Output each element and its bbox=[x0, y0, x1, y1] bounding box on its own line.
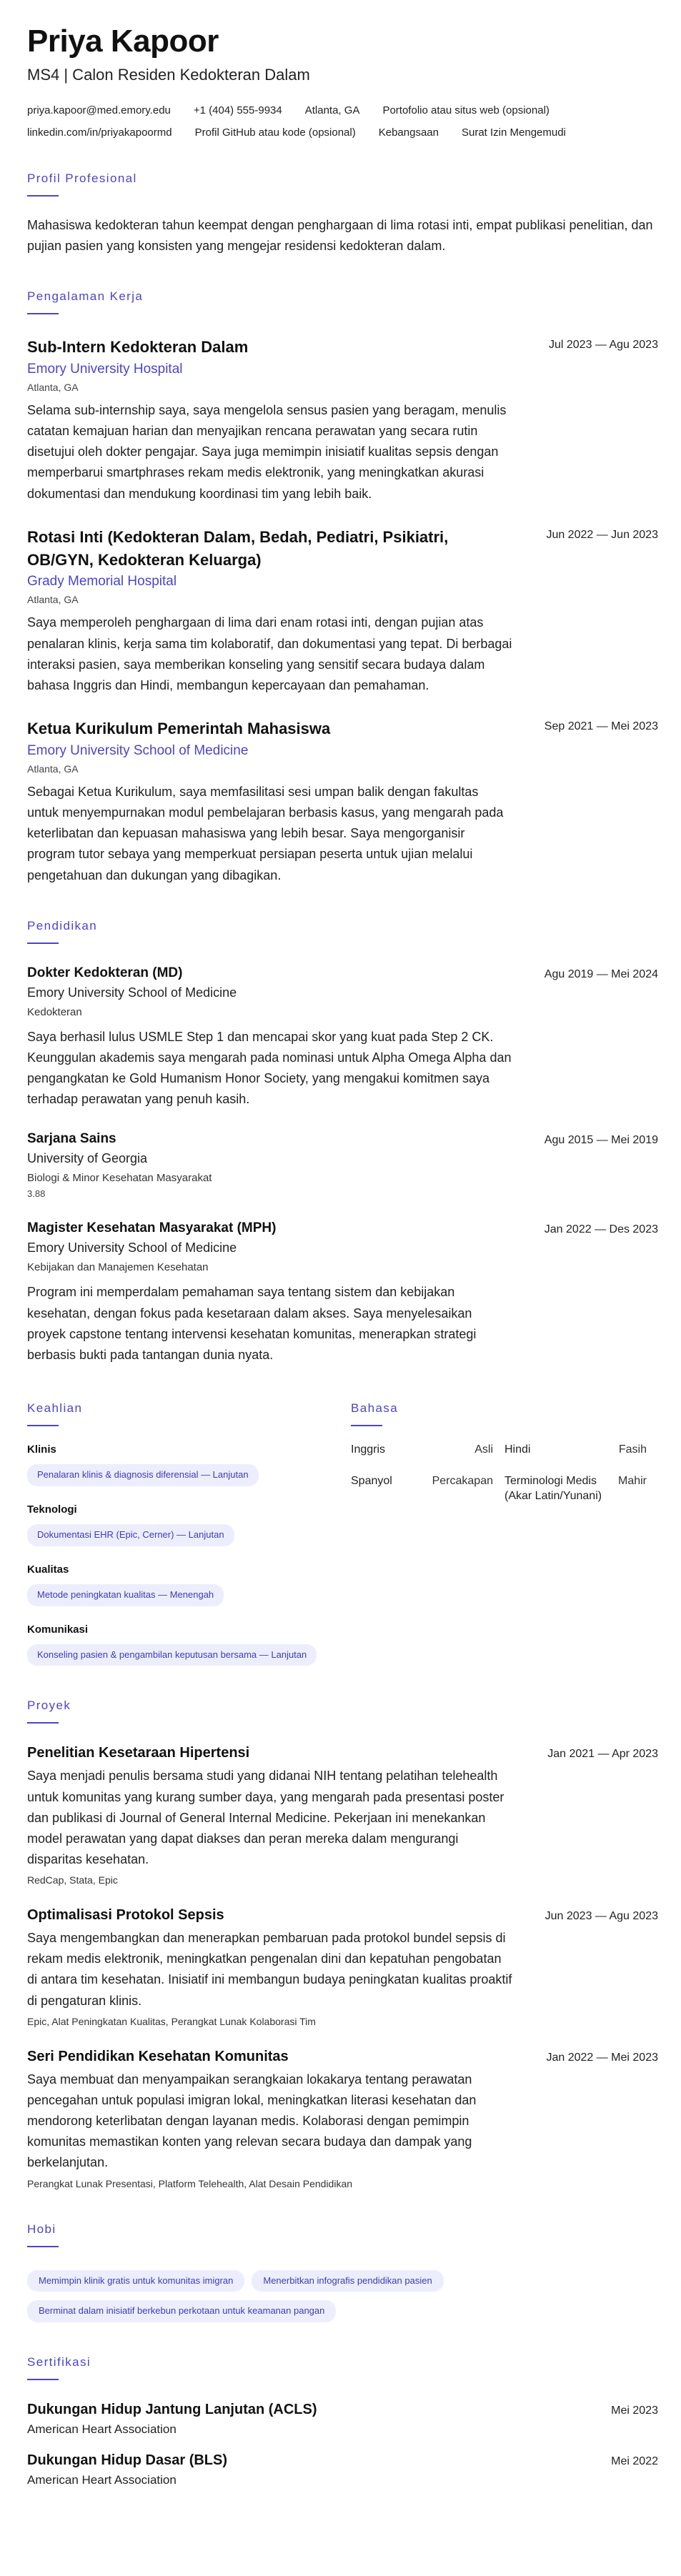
skill-chip: Metode peningkatan kualitas — Menengah bbox=[27, 1584, 224, 1606]
skill-category: Klinis bbox=[27, 1443, 56, 1456]
section-divider bbox=[27, 195, 59, 197]
job-dates: Sep 2021 — Mei 2023 bbox=[544, 720, 658, 733]
contact-location: Atlanta, GA bbox=[304, 104, 360, 117]
contact-phone[interactable]: +1 (404) 555-9934 bbox=[193, 104, 282, 117]
job-title: Rotasi Inti (Kedokteran Dalam, Bedah, Pediatri, Psikiatri, OB/GYN, Kedokteran Keluarga) bbox=[27, 527, 449, 569]
education-dates: Agu 2019 — Mei 2024 bbox=[544, 968, 658, 980]
candidate-headline: MS4 | Calon Residen Kedokteran Dalam bbox=[27, 66, 310, 84]
skill-group bbox=[27, 1563, 351, 1606]
contact-github[interactable]: Profil GitHub atau kode (opsional) bbox=[194, 126, 356, 139]
section-divider bbox=[27, 943, 59, 944]
project-tools: Perangkat Lunak Presentasi, Platform Telehealth, Alat Desain Pendidikan bbox=[27, 2177, 353, 2189]
certifications-section bbox=[27, 2355, 658, 2487]
project-dates: Jun 2023 — Agu 2023 bbox=[545, 1910, 658, 1923]
project-item bbox=[27, 1907, 658, 2027]
experience-item bbox=[27, 336, 658, 504]
job-location: Atlanta, GA bbox=[27, 594, 79, 606]
profile-summary: Mahasiswa kedokteran tahun keempat dengan penghargaan di lima rotasi inti, empat publikasi penelitian, dan pujian pasien yang konsisten yang mengejar residensi kedokteran dalam. bbox=[27, 218, 653, 254]
section-divider bbox=[27, 2379, 59, 2380]
employer: Grady Memorial Hospital bbox=[27, 574, 177, 590]
project-description: Saya membuat dan menyampaikan serangkaian lokakarya tentang perawatan pencegahan untuk populasi imigran lokal, meningkatkan literasi kesehatan dan mendorong keterlibatan dengan layanan medis. Kolaborasi dengan pemimpin komunitas memastikan konten yang relevan secara budaya dan dampak yang berkelanjutan. bbox=[27, 2072, 477, 2170]
language-level: Asli bbox=[474, 1443, 493, 1456]
project-tools: Epic, Alat Peningkatan Kualitas, Perangkat Lunak Kolaborasi Tim bbox=[27, 2015, 316, 2027]
job-description: Saya memperoleh penghargaan di lima dari enam rotasi inti, dengan pujian atas penalaran klinis, kerja sama tim kolaboratif, dan dokumentasi yang tepat. Di berbagai interaksi pasien, saya memberikan konseling yang sensitif secara budaya dalam bahasa Inggris dan Hindi, membangun kepercayaan dan pemahaman. bbox=[27, 615, 512, 692]
degree-title: Sarjana Sains bbox=[27, 1131, 116, 1147]
language-item bbox=[504, 1473, 658, 1504]
experience-item bbox=[27, 717, 658, 886]
contact-linkedin[interactable]: linkedin.com/in/priyakapoormd bbox=[27, 126, 172, 139]
certification-date: Mei 2023 bbox=[611, 2405, 658, 2417]
experience-section bbox=[27, 289, 658, 886]
language-item bbox=[351, 1473, 504, 1504]
language-name: Hindi bbox=[504, 1443, 531, 1456]
hobby-list bbox=[27, 2262, 656, 2323]
language-name: Inggris bbox=[351, 1443, 386, 1456]
skill-category: Kualitas bbox=[27, 1563, 69, 1576]
gpa-value: 3.88 bbox=[27, 1188, 46, 1200]
skills-languages-row bbox=[27, 1401, 658, 1666]
language-item bbox=[504, 1442, 658, 1458]
project-title: Seri Pendidikan Kesehatan Komunitas bbox=[27, 2048, 289, 2064]
project-title: Optimalisasi Protokol Sepsis bbox=[27, 1907, 224, 1924]
certification-title: Dukungan Hidup Jantung Lanjutan (ACLS) bbox=[27, 2402, 317, 2418]
employer: Emory University Hospital bbox=[27, 361, 183, 377]
section-divider bbox=[27, 313, 59, 314]
candidate-name: Priya Kapoor bbox=[27, 24, 219, 59]
language-level: Percakapan bbox=[432, 1474, 493, 1487]
project-description: Saya mengembangkan dan menerapkan pembaruan pada protokol bundel sepsis di rekam medis elektronik, meningkatkan pengenalan dini dan kepatuhan pengobatan di antara tim kesehatan. Inisiatif ini membangun budaya peningkatan kualitas proaktif di pengaturan klinis. bbox=[27, 1931, 512, 2008]
employer: Emory University School of Medicine bbox=[27, 742, 249, 758]
experience-item bbox=[27, 526, 658, 696]
hobby-chip: Berminat dalam inisiatif berkebun perkotaan untuk keamanan pangan bbox=[27, 2300, 336, 2322]
section-divider bbox=[27, 1425, 59, 1426]
language-name: Terminologi Medis (Akar Latin/Yunani) bbox=[504, 1474, 602, 1503]
education-description: Program ini memperdalam pemahaman saya tentang sistem dan kebijakan kesehatan, dengan fokus pada kesetaraan dalam akses. Saya menyelesaikan proyek capstone tentang intervensi kesehatan komunitas, menerapkan strategi berbasis bukti pada tantangan dunia nyata. bbox=[27, 1285, 477, 1362]
certification-item bbox=[27, 2452, 658, 2487]
skill-chip: Dokumentasi EHR (Epic, Cerner) — Lanjutan bbox=[27, 1524, 234, 1546]
education-item bbox=[27, 965, 658, 1110]
section-title: Bahasa bbox=[351, 1401, 399, 1415]
project-title: Penelitian Kesetaraan Hipertensi bbox=[27, 1745, 250, 1761]
project-tools: RedCap, Stata, Epic bbox=[27, 1874, 118, 1886]
projects-section bbox=[27, 1699, 658, 2189]
job-description: Sebagai Ketua Kurikulum, saya memfasilitasi sesi umpan balik dengan fakultas untuk menyempurnakan modul pembelajaran berbasis kasus, yang mengarah pada keterlibatan dan kepuasan mahasiswa yang lebih besar. Saya mengorganisir program tutor sebaya yang memperkuat persiapan peserta untuk ujian melalui pengetahuan dan dukungan yang dibagikan. bbox=[27, 784, 504, 882]
resume-header bbox=[27, 24, 658, 139]
job-title: Sub-Intern Kedokteran Dalam bbox=[27, 337, 249, 356]
hobby-chip: Memimpin klinik gratis untuk komunitas imigran bbox=[27, 2270, 244, 2292]
section-title: Hobi bbox=[27, 2222, 56, 2236]
section-title: Keahlian bbox=[27, 1401, 83, 1415]
job-dates: Jun 2022 — Jun 2023 bbox=[546, 528, 658, 541]
language-name: Spanyol bbox=[351, 1474, 392, 1487]
project-description: Saya menjadi penulis bersama studi yang didanai NIH tentang pelatihan telehealth untuk komunitas yang kurang sumber daya, yang mengarah pada presentasi poster dan publikasi di Journal of General Internal Medicine. Pekerjaan ini menekankan model perawatan yang dapat diakses dan peran mereka dalam mengurangi disparitas kesehatan. bbox=[27, 1769, 504, 1866]
contact-portfolio[interactable]: Portofolio atau situs web (opsional) bbox=[382, 104, 550, 117]
contact-email[interactable]: priya.kapoor@med.emory.edu bbox=[27, 104, 171, 117]
section-title: Proyek bbox=[27, 1699, 71, 1713]
certification-issuer: American Heart Association bbox=[27, 2422, 177, 2437]
field-of-study: Biologi & Minor Kesehatan Masyarakat bbox=[27, 1172, 212, 1185]
certification-title: Dukungan Hidup Dasar (BLS) bbox=[27, 2452, 228, 2469]
contact-license: Surat Izin Mengemudi bbox=[461, 126, 566, 139]
contact-nationality: Kebangsaan bbox=[378, 126, 439, 139]
language-grid bbox=[351, 1442, 658, 1504]
degree-title: Dokter Kedokteran (MD) bbox=[27, 965, 183, 980]
skill-category: Komunikasi bbox=[27, 1623, 89, 1636]
certification-item bbox=[27, 2402, 658, 2437]
school-name: Emory University School of Medicine bbox=[27, 985, 237, 1000]
section-title: Pengalaman Kerja bbox=[27, 289, 144, 303]
education-item bbox=[27, 1220, 658, 1366]
skill-group bbox=[27, 1623, 351, 1666]
profile-section bbox=[27, 171, 658, 257]
language-item bbox=[351, 1442, 504, 1458]
skill-chip: Penalaran klinis & diagnosis diferensial — Lanjutan bbox=[27, 1464, 259, 1486]
section-title: Profil Profesional bbox=[27, 171, 137, 186]
job-location: Atlanta, GA bbox=[27, 762, 79, 775]
skill-group bbox=[27, 1443, 351, 1486]
language-level: Fasih bbox=[618, 1443, 647, 1456]
job-dates: Jul 2023 — Agu 2023 bbox=[548, 338, 658, 351]
section-divider bbox=[351, 1425, 382, 1426]
skill-group bbox=[27, 1503, 351, 1546]
job-title: Ketua Kurikulum Pemerintah Mahasiswa bbox=[27, 720, 331, 738]
school-name: University of Georgia bbox=[27, 1151, 148, 1166]
project-item bbox=[27, 2049, 658, 2189]
hobby-chip: Menerbitkan infografis pendidikan pasien bbox=[252, 2270, 443, 2292]
hobbies-section bbox=[27, 2222, 658, 2323]
section-title: Sertifikasi bbox=[27, 2355, 91, 2369]
certification-date: Mei 2022 bbox=[611, 2455, 658, 2468]
job-description: Selama sub-internship saya, saya mengelola sensus pasien yang beragam, menulis catatan kemajuan harian dan menyajikan rencana perawatan yang secara rutin disetujui oleh dokter pengajar. Saya juga memimpin inisiatif kualitas sepsis dengan memperbarui smartphrases rekam medis elektronik, yang meningkatkan akurasi dokumentasi dan mendukung koordinasi tim yang lebih baik. bbox=[27, 402, 507, 501]
project-item bbox=[27, 1745, 658, 1886]
skill-chip: Konseling pasien & pengambilan keputusan bersama — Lanjutan bbox=[27, 1644, 317, 1666]
section-divider bbox=[27, 1722, 59, 1724]
field-of-study: Kebijakan dan Manajemen Kesehatan bbox=[27, 1261, 209, 1274]
education-dates: Agu 2015 — Mei 2019 bbox=[544, 1134, 658, 1147]
certification-issuer: American Heart Association bbox=[27, 2473, 177, 2487]
section-divider bbox=[27, 2246, 59, 2247]
skill-category: Teknologi bbox=[27, 1503, 77, 1516]
school-name: Emory University School of Medicine bbox=[27, 1240, 237, 1255]
education-dates: Jan 2022 — Des 2023 bbox=[544, 1223, 658, 1236]
education-description: Saya berhasil lulus USMLE Step 1 dan mencapai skor yang kuat pada Step 2 CK. Keunggulan akademis saya mengarah pada nominasi untuk Alpha Omega Alpha dan pengangkatan ke Gold Humanism Honor Society, yang mengakui komitmen saya terhadap perawatan yang penuh kasih. bbox=[27, 1029, 512, 1107]
project-dates: Jan 2021 — Apr 2023 bbox=[547, 1748, 658, 1761]
job-location: Atlanta, GA bbox=[27, 381, 79, 393]
section-title: Pendidikan bbox=[27, 918, 98, 933]
education-item bbox=[27, 1131, 658, 1199]
project-dates: Jan 2022 — Mei 2023 bbox=[546, 2051, 658, 2064]
contact-list bbox=[27, 104, 658, 139]
skills-section bbox=[27, 1401, 351, 1666]
education-section bbox=[27, 919, 658, 1366]
languages-section bbox=[351, 1401, 658, 1666]
language-level: Mahir bbox=[617, 1474, 647, 1487]
degree-title: Magister Kesehatan Masyarakat (MPH) bbox=[27, 1220, 277, 1236]
field-of-study: Kedokteran bbox=[27, 1005, 82, 1018]
